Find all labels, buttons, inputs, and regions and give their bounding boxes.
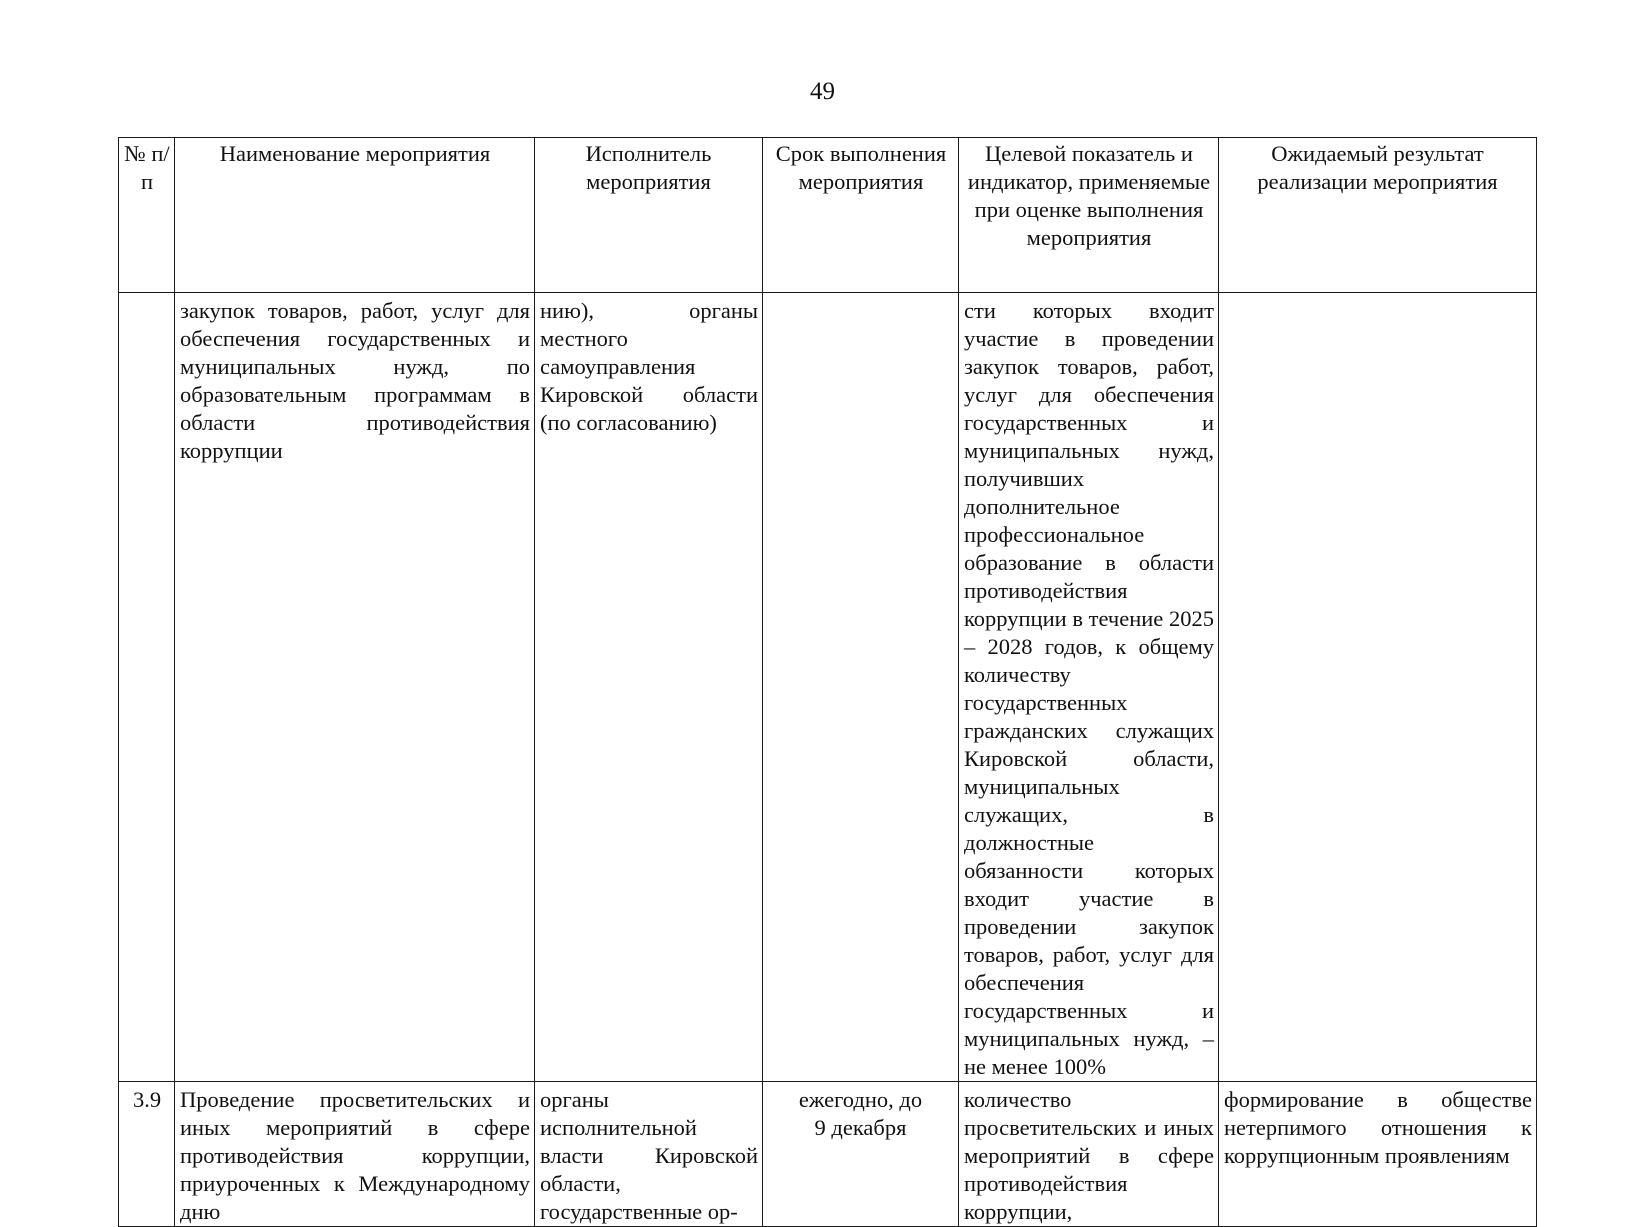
row-name: Проведение просветительских и иных мероприятий в сфере противодействия коррупции, приуроченных к Международному дню	[175, 1082, 535, 1227]
row-result: формирование в обществе нетерпимого отношения к коррупционным проявлениям	[1219, 1082, 1537, 1227]
header-deadline: Срок выполнения мероприятия	[763, 138, 959, 293]
row-indicator: количество просветительских и иных мероприятий в сфере противодействия коррупции,	[959, 1082, 1219, 1227]
row-deadline	[763, 293, 959, 1082]
row-num	[119, 293, 175, 1082]
header-executor: Исполнитель мероприятия	[535, 138, 763, 293]
header-name: Наименование мероприятия	[175, 138, 535, 293]
row-result	[1219, 293, 1537, 1082]
row-deadline: ежегодно, до 9 декабря	[763, 1082, 959, 1227]
row-executor: органы исполнительной власти Кировской области, государственные ор-	[535, 1082, 763, 1227]
header-result: Ожидаемый результат реализации мероприятия	[1219, 138, 1537, 293]
row-executor: нию), органы местного самоуправления Кировской области (по согласованию)	[535, 293, 763, 1082]
table-row	[119, 1082, 1537, 1227]
header-num: № п/п	[119, 138, 175, 293]
header-indicator: Целевой показатель и индикатор, применяемые при оценке выполнения мероприятия	[959, 138, 1219, 293]
table-header-row	[119, 138, 1537, 293]
row-indicator: сти которых входит участие в проведении закупок товаров, работ, услуг для обеспечения государственных и муниципальных нужд, получивших дополнительное профессиональное образование в области противодействия коррупции в течение 2025 – 2028 годов, к общему количеству государственных гражданских служащих Кировской области, муниципальных служащих, в должностные обязанности которых входит участие в проведении закупок товаров, работ, услуг для обеспечения государственных и муниципальных нужд, – не менее 100%	[959, 293, 1219, 1082]
row-name: закупок товаров, работ, услуг для обеспечения государственных и муниципальных нужд, по образовательным программам в области противодействия коррупции	[175, 293, 535, 1082]
measures-table	[118, 137, 1537, 1227]
page-number: 49	[810, 78, 835, 105]
table-row	[119, 293, 1537, 1082]
row-num: 3.9	[119, 1082, 175, 1227]
